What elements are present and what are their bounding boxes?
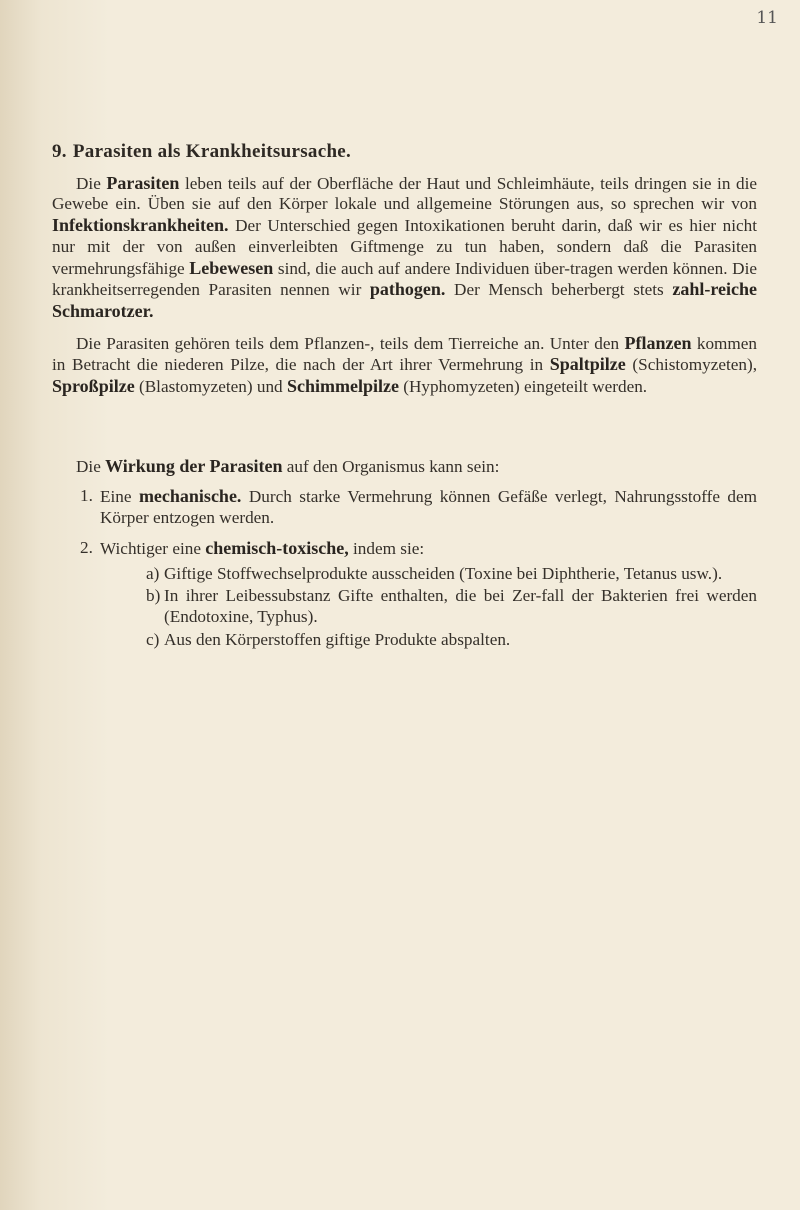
sub-item-b: [100, 586, 757, 627]
list-item-mechanical: [52, 486, 757, 528]
emphasis-spaltpilze: Spaltpilze: [549, 354, 626, 375]
paragraph-infection: [52, 173, 757, 323]
text-span: auf den Organismus kann sein:: [282, 456, 500, 476]
paragraph-plants: [52, 333, 757, 398]
sub-list-marker: b): [146, 586, 161, 606]
text-span: sind, die auch auf andere Individuen über-tragen werden können. Die krankheitserregenden Parasiten nennen wir: [52, 258, 757, 300]
section-title: Parasiten als Krankheitsursache.: [72, 141, 352, 162]
sub-item-a: [100, 564, 757, 585]
text-span: Die: [76, 173, 107, 193]
list-item-chemical: [52, 538, 757, 651]
text-span: Wichtiger eine: [100, 538, 206, 558]
text-span: (Blastomyzeten) und: [134, 377, 287, 397]
list-marker: 2.: [80, 537, 93, 557]
sub-list-marker: a): [146, 563, 160, 583]
sub-item-c: [100, 630, 757, 651]
emphasis-schimmelpilze: Schimmelpilze: [286, 376, 399, 397]
page-content: [52, 142, 757, 650]
list-marker: 1.: [80, 486, 93, 506]
emphasis-pathogen: pathogen.: [369, 279, 446, 300]
text-span: (Hyphomyzeten) eingeteilt werden.: [398, 377, 648, 397]
text-span: Die Parasiten gehören teils dem Pflanzen-, teils dem Tierreiche an. Unter den: [76, 333, 625, 353]
section-heading: [52, 142, 757, 163]
emphasis-mechanische: mechanische.: [138, 486, 242, 507]
page-number: 11: [756, 8, 778, 28]
chemical-sub-list: [100, 564, 757, 651]
section-number: 9.: [52, 141, 67, 162]
paragraph-effect: [52, 456, 757, 478]
emphasis-pflanzen: Pflanzen: [624, 332, 692, 353]
sub-list-marker: c): [146, 629, 160, 649]
emphasis-schmarotzer: zahl-reiche Schmarotzer.: [52, 279, 757, 321]
text-span: Der Mensch beherbergt stets: [445, 280, 673, 300]
text-span: kommen in Betracht die niederen Pilze, die nach der Art ihrer Vermehrung in: [52, 333, 757, 375]
sub-item-text: Giftige Stoffwechselprodukte ausscheiden (Toxine bei Diphtherie, Tetanus usw.).: [164, 563, 723, 583]
text-span: indem sie:: [348, 538, 425, 558]
text-span: leben teils auf der Oberfläche der Haut und Schleimhäute, teils dringen sie in die Gewebe ein. Üben sie auf den Körper lokale und allgemeine Störungen aus, so sprechen wir von: [52, 173, 757, 214]
text-span: Eine: [100, 487, 139, 507]
text-span: Der Unterschied gegen Intoxikationen beruht darin, daß wir es hier nicht nur mit der von außen einverleibten Giftmenge zu tun haben, sondern daß die Parasiten vermehrungsfähige: [52, 216, 757, 278]
emphasis-parasiten: Parasiten: [106, 172, 180, 193]
text-span: Durch starke Vermehrung können Gefäße verlegt, Nahrungsstoffe dem Körper entzogen werden.: [100, 487, 758, 528]
sub-item-text: In ihrer Leibessubstanz Gifte enthalten, die bei Zer-fall der Bakterien frei werden (Endotoxine, Typhus).: [164, 586, 757, 626]
emphasis-chemisch-toxische: chemisch-toxische,: [205, 537, 349, 558]
sub-item-text: Aus den Körperstoffen giftige Produkte abspalten.: [164, 629, 511, 649]
text-span: Die: [76, 456, 106, 476]
emphasis-wirkung: Wirkung der Parasiten: [105, 455, 283, 476]
effect-list: [52, 486, 757, 650]
emphasis-infektionskrankheiten: Infektionskrankheiten.: [52, 215, 229, 236]
text-span: (Schistomyzeten),: [625, 355, 757, 375]
emphasis-sprosspilze: Sproßpilze: [52, 376, 135, 397]
emphasis-lebewesen: Lebewesen: [189, 257, 274, 278]
